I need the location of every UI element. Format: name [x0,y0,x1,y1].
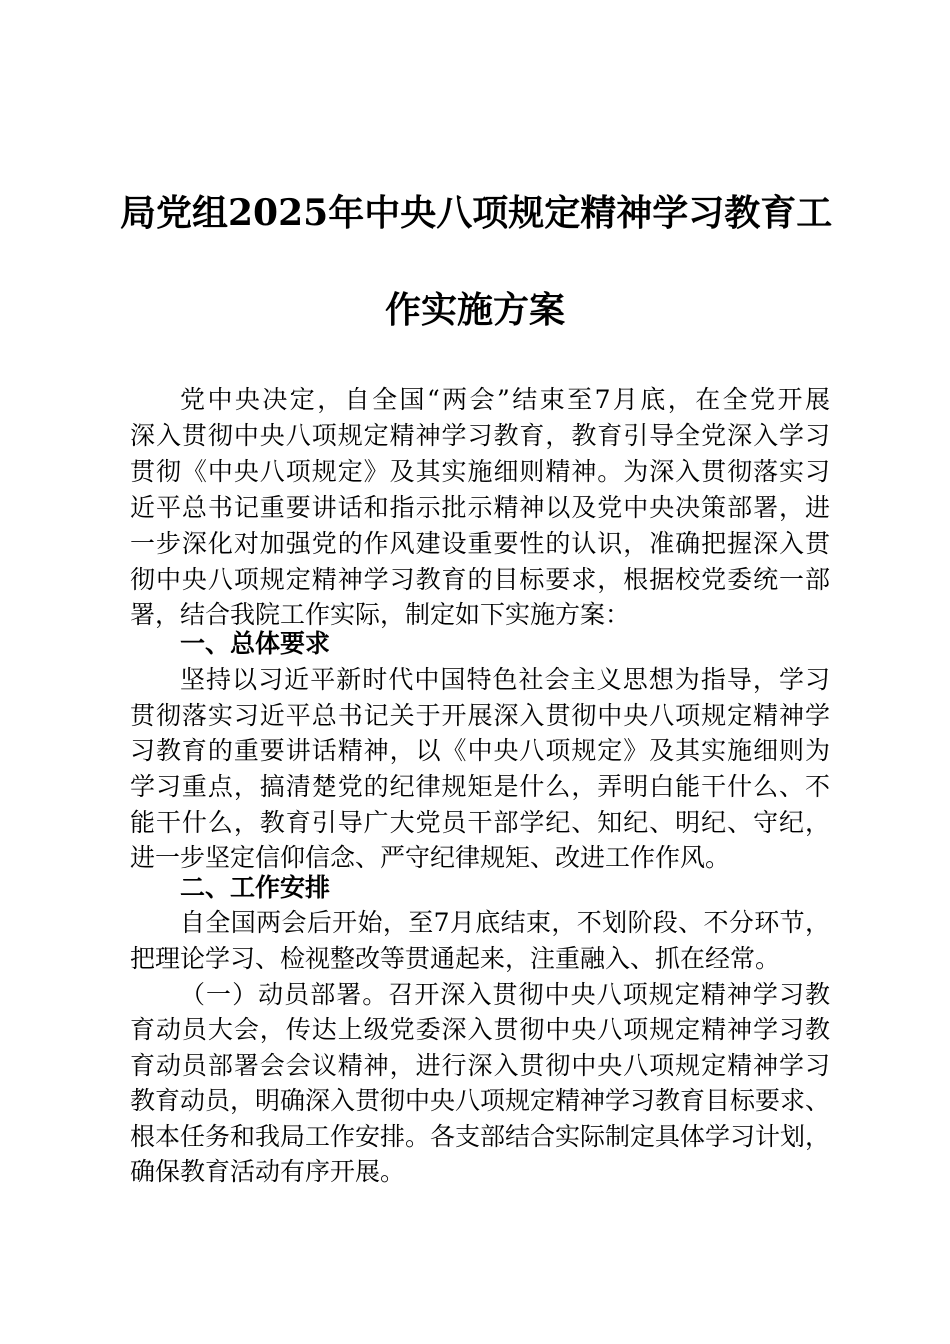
intro-line: 一步深化对加强党的作风建设重要性的认识，准确把握深入贯 [130,529,830,558]
section1-line: 习教育的重要讲话精神，以《中央八项规定》及其实施细则为 [130,736,830,765]
section2-line: 自全国两会后开始，至7月底结束，不划阶段、不分环节， [180,908,830,937]
subsection1-line: 教育动员，明确深入贯彻中央八项规定精神学习教育目标要求、 [130,1086,831,1115]
section1-line: 能干什么，教育引导广大党员干部学纪、知纪、明纪、守纪， [130,808,830,837]
section2-line: 把理论学习、检视整改等贯通起来，注重融入、抓在经常。 [130,944,781,973]
section1-line: 坚持以习近平新时代中国特色社会主义思想为指导，学习 [180,665,830,694]
intro-line: 近平总书记重要讲话和指示批示精神以及党中央决策部署，进 [130,493,830,522]
intro-line: 署，结合我院工作实际，制定如下实施方案： [130,600,631,629]
subsection1-line: 育动员部署会会议精神，进行深入贯彻中央八项规定精神学习 [130,1051,830,1080]
subsection1-line: 根本任务和我局工作安排。各支部结合实际制定具体学习计划， [130,1122,831,1151]
intro-line: 党中央决定，自全国“两会”结束至7月底，在全党开展 [180,385,830,414]
intro-line: 深入贯彻中央八项规定精神学习教育，教育引导全党深入学习 [130,421,830,450]
section1-line: 进一步坚定信仰信念、严守纪律规矩、改进工作作风。 [130,843,731,872]
subsection1-line: 育动员大会，传达上级党委深入贯彻中央八项规定精神学习教 [130,1015,830,1044]
intro-line: 贯彻《中央八项规定》及其实施细则精神。为深入贯彻落实习 [130,457,830,486]
section1-line: 贯彻落实习近平总书记关于开展深入贯彻中央八项规定精神学 [130,701,830,730]
subsection1-line: （一）动员部署。召开深入贯彻中央八项规定精神学习教 [180,980,830,1009]
section-heading-work-arrangement: 二、工作安排 [180,873,331,902]
section1-line: 学习重点，搞清楚党的纪律规矩是什么，弄明白能干什么、不 [130,772,830,801]
subsection1-line: 确保教育活动有序开展。 [130,1157,406,1186]
section-heading-overall-requirements: 一、总体要求 [180,629,331,658]
document-title-line-1: 局党组2025年中央八项规定精神学习教育工 [120,192,833,234]
document-title-line-2: 作实施方案 [384,289,565,331]
intro-line: 彻中央八项规定精神学习教育的目标要求，根据校党委统一部 [130,565,830,594]
